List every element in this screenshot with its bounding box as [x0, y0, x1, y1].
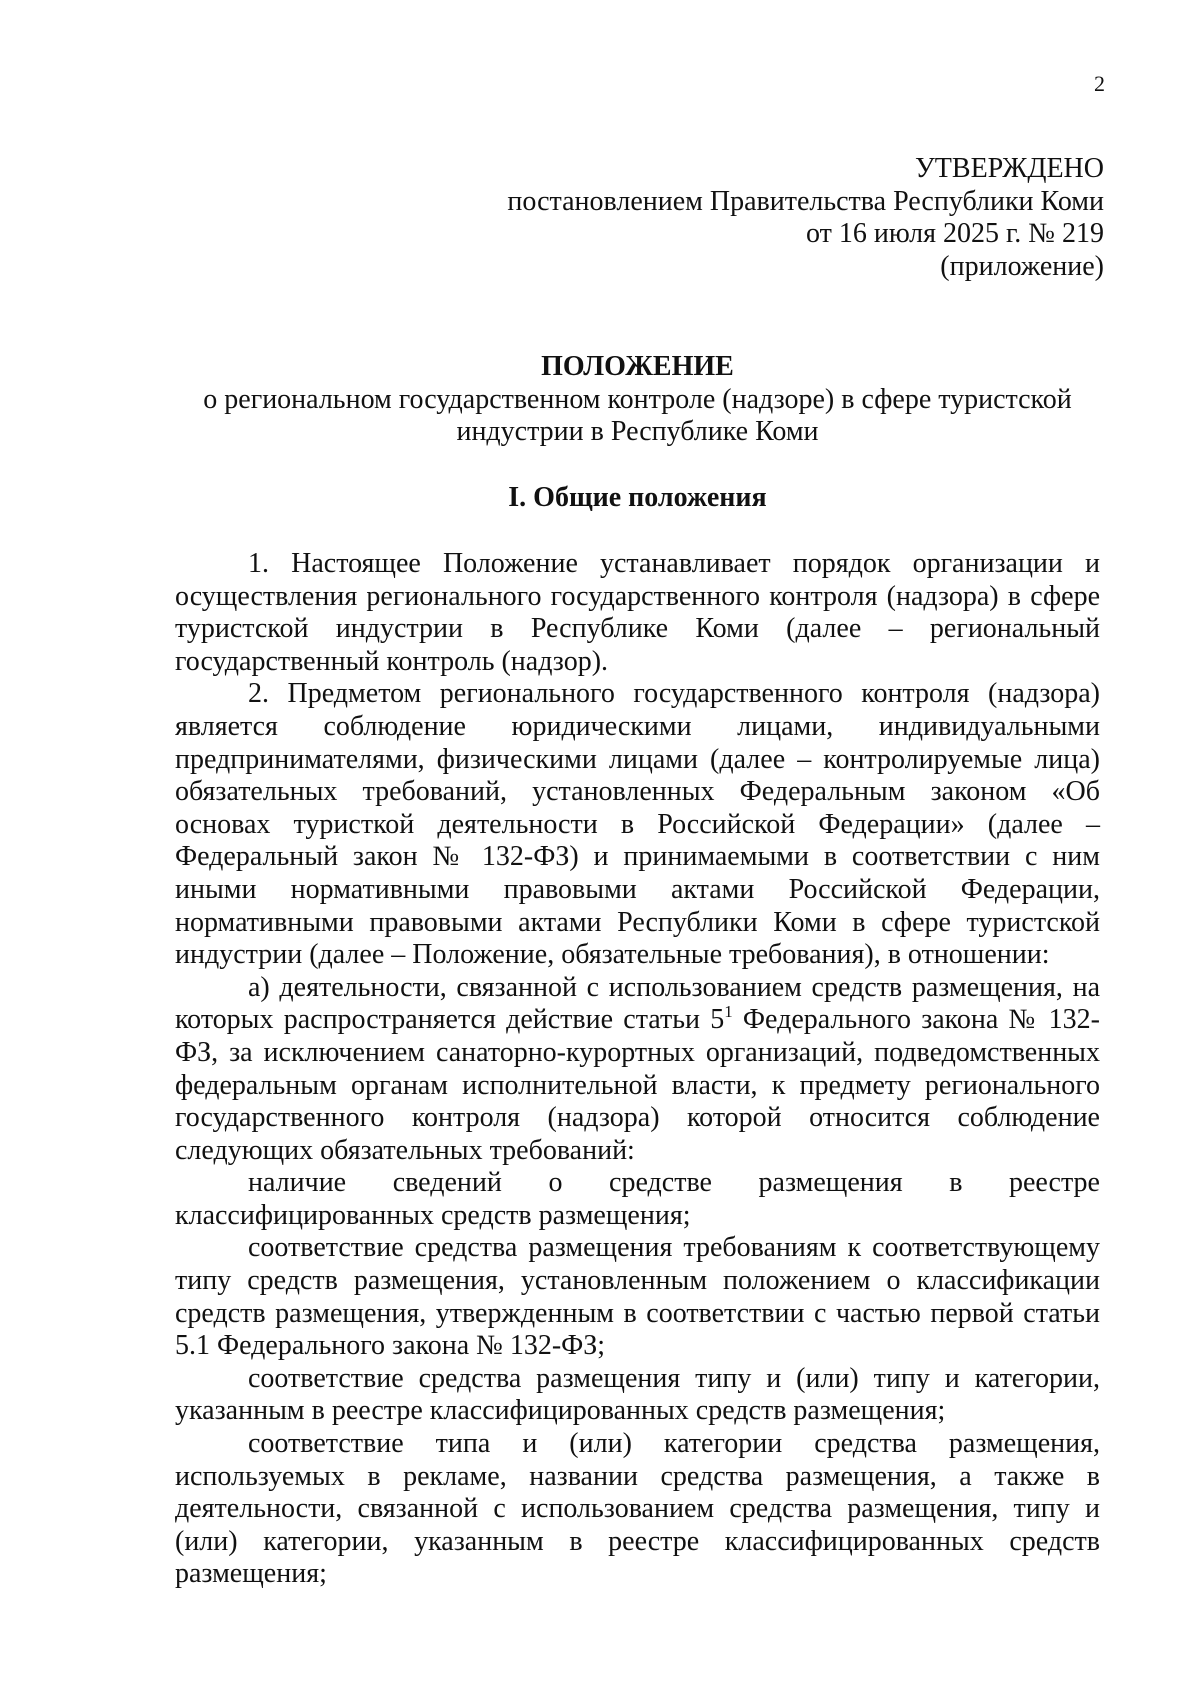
document-subtitle: о региональном государственном контроле (надзоре) в сфере туристской индустрии в Республике Коми [203, 383, 1072, 448]
approval-line-3: от 16 июля 2025 г. № 219 [806, 218, 1104, 250]
paragraph-4: наличие сведений о средстве размещения в реестре классифицированных средств размещения; [175, 1167, 1100, 1231]
document-body [175, 548, 1100, 1591]
document-title: ПОЛОЖЕНИЕ [541, 351, 734, 382]
approval-line-1: УТВЕРЖДЕНО [914, 153, 1104, 184]
approval-line-4: (приложение) [940, 250, 1104, 282]
paragraph-6: соответствие средства размещения типу и (или) типу и категории, указанным в реестре классифицированных средств размещения; [175, 1362, 1100, 1427]
superscript-marker: 1 [724, 1002, 733, 1022]
paragraph-1: 1. Настоящее Положение устанавливает порядок организации и осуществления регионального государственного контроля (надзора) в сфере туристской индустрии в Республике Коми (далее – региональный государственный контроль (надзор). [175, 548, 1100, 677]
paragraph-7: соответствие типа и (или) категории средства размещения, используемых в рекламе, названии средства размещения, а также в деятельности, связанной с использованием средства размещения, типу и (или) категории, указанным в реестре классифицированных средств размещения; [175, 1428, 1100, 1590]
paragraph-3-text-start: а) деятельности, связанной с использованием средств размещения, на которых распространяется действие статьи 5 [175, 971, 1100, 1036]
paragraph-3 [175, 972, 1100, 1168]
paragraph-5: соответствие средства размещения требованиям к соответствующему типу средств размещения, установленным положением о классификации средств размещения, утвержденным в соответствии с частью первой статьи 5.1 Федерального закона № 132-ФЗ; [175, 1232, 1100, 1362]
approval-line-2: постановлением Правительства Республики Коми [507, 185, 1104, 217]
paragraph-2: 2. Предметом регионального государственного контроля (надзора) является соблюдение юридическими лицами, индивидуальными предпринимателями, физическими лицами (далее – контролируемые лица) обязательных требований, установленных Федеральным законом «Об основах туристкой деятельности в Российской Федерации» (далее – Федеральный закон № 132-ФЗ) и принимаемыми в соответствии с ним иными нормативными правовыми актами Российской Федерации, нормативными правовыми актами Республики Коми в сфере туристской индустрии (далее – Положение, обязательные требования), в отношении: [175, 678, 1100, 971]
paragraph-3-text-end: Федерального закона № 132-ФЗ, за исключением санаторно-курортных организаций, подведомственных федеральным органам исполнительной власти, к предмету регионального государственного контроля (надзора) которой относится соблюдение следующих обязательных требований: [175, 1004, 1100, 1166]
document-title-block [175, 351, 1100, 449]
approval-stamp [344, 153, 1104, 283]
page-number: 2 [1094, 71, 1105, 96]
section-heading: I. Общие положения [508, 482, 767, 513]
